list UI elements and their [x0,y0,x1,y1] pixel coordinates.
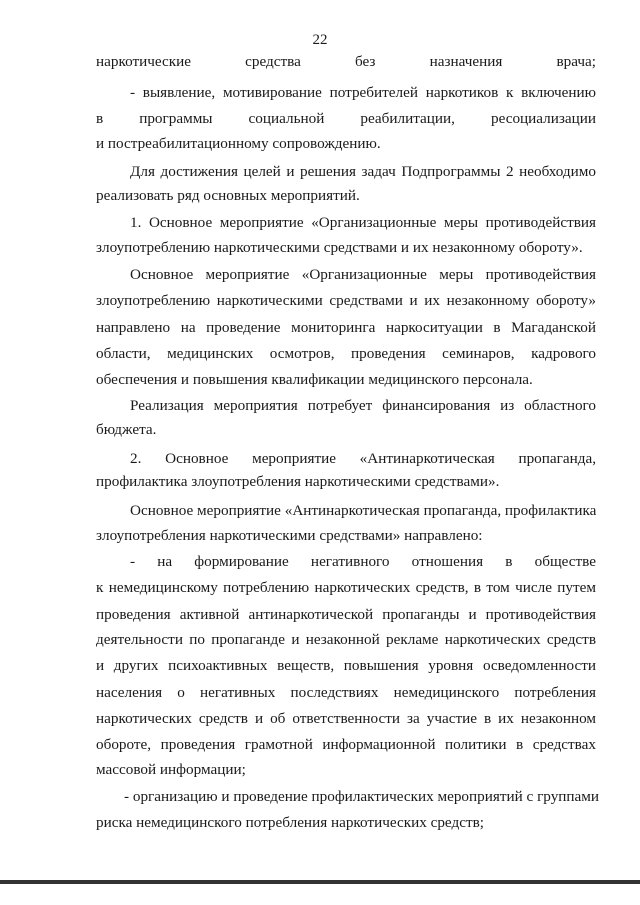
page-number: 22 [312,32,328,48]
text-line: деятельности по пропаганде и незаконной рекламе наркотических средств [96,631,596,648]
text-line: проведения активной антинаркотической пропаганды и противодействия [96,606,596,623]
text-line: направлено на проведение мониторинга наркоситуации в Магаданской [96,319,596,336]
text-line: Для достижения целей и решения задач Подпрограммы 2 необходимо [130,163,596,180]
text-line: - организацию и проведение профилактических мероприятий с группами [124,788,600,805]
text-line: - выявление, мотивирование потребителей наркотиков к включению [130,84,596,101]
text-line: к немедицинскому потреблению наркотических средств, в том числе путем [96,579,596,596]
text-line: обороте, проведения грамотной информационной политики в средствах [96,736,596,753]
text-line: злоупотребления наркотическими средствами» направлено: [96,527,483,544]
text-line: обеспечения и повышения квалификации медицинского персонала. [96,371,533,388]
text-line: наркотических средств и об ответственности за участие в их незаконном [96,710,596,727]
text-line: злоупотреблению наркотическими средствами и их незаконному обороту». [96,239,583,256]
text-line: Основное мероприятие «Организационные меры противодействия [130,266,596,283]
text-line: и постреабилитационному сопровождению. [96,135,381,152]
text-line: и других психоактивных веществ, повышения уровня осведомленности [96,657,596,674]
text-line: - на формирование негативного отношения в обществе [130,553,596,570]
text-line: риска немедицинского потребления наркотических средств; [96,814,484,831]
text-line: массовой информации; [96,761,246,778]
text-line: наркотические средства без назначения врача; [96,53,596,70]
text-line: злоупотреблению наркотическими средствами и их незаконному обороту» [96,292,596,309]
text-line: бюджета. [96,421,157,438]
bottom-rule [0,880,640,884]
text-line: Основное мероприятие «Антинаркотическая пропаганда, профилактика [130,502,597,519]
text-line: 2. Основное мероприятие «Антинаркотическая пропаганда, [130,450,596,467]
text-line: населения о негативных последствиях немедицинского потребления [96,684,596,701]
text-line: Реализация мероприятия потребует финансирования из областного [130,397,596,414]
text-line: области, медицинских осмотров, проведения семинаров, кадрового [96,345,596,362]
text-line: реализовать ряд основных мероприятий. [96,187,360,204]
text-line: профилактика злоупотребления наркотическими средствами». [96,473,500,490]
text-line: 1. Основное мероприятие «Организационные меры противодействия [130,214,596,231]
text-line: в программы социальной реабилитации, ресоциализации [96,110,596,127]
